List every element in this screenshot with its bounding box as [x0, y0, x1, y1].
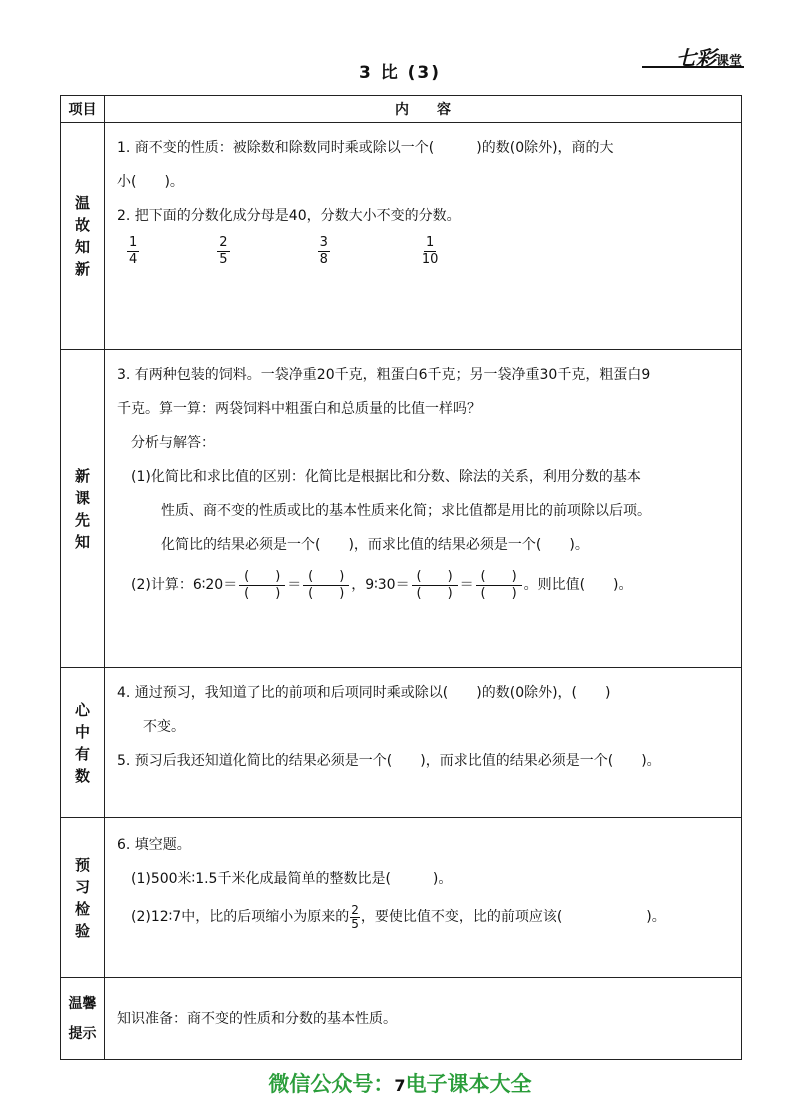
table-header-row	[61, 96, 742, 123]
row-label: 心中有数	[74, 700, 90, 785]
table-row	[61, 123, 742, 350]
question-1-line2: 小( )。	[117, 174, 184, 190]
analysis-label: 分析与解答：	[131, 435, 215, 451]
worksheet-table	[60, 95, 742, 1060]
question-3-line1: 3. 有两种包装的饲料。一袋净重20千克，粗蛋白6千克；另一袋净重30千克，粗蛋白9	[117, 367, 651, 383]
fraction: $\frac{2}{5}$	[351, 902, 359, 931]
blank-fraction: ( ) ( )	[239, 569, 285, 602]
fraction: 3 8	[319, 235, 328, 267]
header-item: 项目	[61, 96, 105, 123]
question-3-line2: 千克。算一算：两袋饲料中粗蛋白和总质量的比值一样吗？	[117, 401, 481, 417]
table-row	[61, 350, 742, 668]
part-1-line1: (1)化简比和求比值的区别：化简比是根据比和分数、除法的关系，利用分数的基本	[131, 469, 641, 485]
tip-text: 知识准备：商不变的性质和分数的基本性质。	[117, 1010, 397, 1027]
fraction: 1 10	[421, 235, 439, 267]
question-6-part-1: (1)500米∶1.5千米化成最简单的整数比是( )。	[131, 871, 453, 887]
header-content: 内 容	[105, 96, 742, 123]
blank-fraction: ( ) ( )	[303, 569, 349, 602]
logo-main: 七彩	[675, 46, 716, 70]
footer-text-right: 电子课本大全	[405, 1072, 532, 1096]
blank-fraction: ( ) ( )	[476, 569, 522, 602]
footer-watermark	[0, 1068, 800, 1098]
fraction-list	[117, 235, 731, 268]
fraction: 1 4	[129, 235, 138, 267]
question-6-part-2: (2)12∶7中，比的后项缩小为原来的 $\frac{2}{5}$ ，要使比值不变，比的前项应该( )。	[131, 902, 666, 931]
part-1-line3: 化简比的结果必须是一个( )，而求比值的结果必须是一个( )。	[161, 537, 589, 553]
fraction: 2 5	[219, 235, 228, 267]
footer-text-left: 微信公众号：	[268, 1072, 395, 1096]
row-label: 新课先知	[74, 466, 90, 551]
brand-logo	[640, 40, 746, 68]
page-number: 7	[394, 1076, 406, 1095]
part-2-calc: (2)计算：6∶20＝ ( ) ( ) ＝ ( ) ( ) ，9∶30＝ ( ) ( ) ＝ ( ) ( ) 。则比值( )。	[131, 568, 633, 601]
row-label: 预习检验	[74, 855, 90, 940]
table-row	[61, 818, 742, 978]
blank-fraction: ( ) ( )	[412, 569, 458, 602]
question-1-line1: 1. 商不变的性质：被除数和除数同时乘或除以一个( )的数(0除外)，商的大	[117, 140, 614, 156]
logo-suffix: 课堂	[715, 54, 742, 69]
row-label: 温馨提示	[68, 995, 97, 1042]
table-row	[61, 668, 742, 818]
page-title: 3 比 (3)	[358, 63, 442, 83]
question-2: 2. 把下面的分数化成分母是40，分数大小不变的分数。	[117, 208, 461, 224]
question-6: 6. 填空题。	[117, 837, 191, 853]
question-5: 5. 预习后我还知道化简比的结果必须是一个( )，而求比值的结果必须是一个( )。	[117, 753, 661, 769]
question-4-line1: 4. 通过预习，我知道了比的前项和后项同时乘或除以( )的数(0除外)，( )	[117, 685, 611, 701]
row-label: 温故知新	[74, 194, 90, 278]
part-1-line2: 性质、商不变的性质或比的基本性质来化简；求比值都是用比的前项除以后项。	[161, 503, 651, 519]
table-row	[61, 978, 742, 1060]
question-4-line2: 不变。	[143, 719, 185, 735]
